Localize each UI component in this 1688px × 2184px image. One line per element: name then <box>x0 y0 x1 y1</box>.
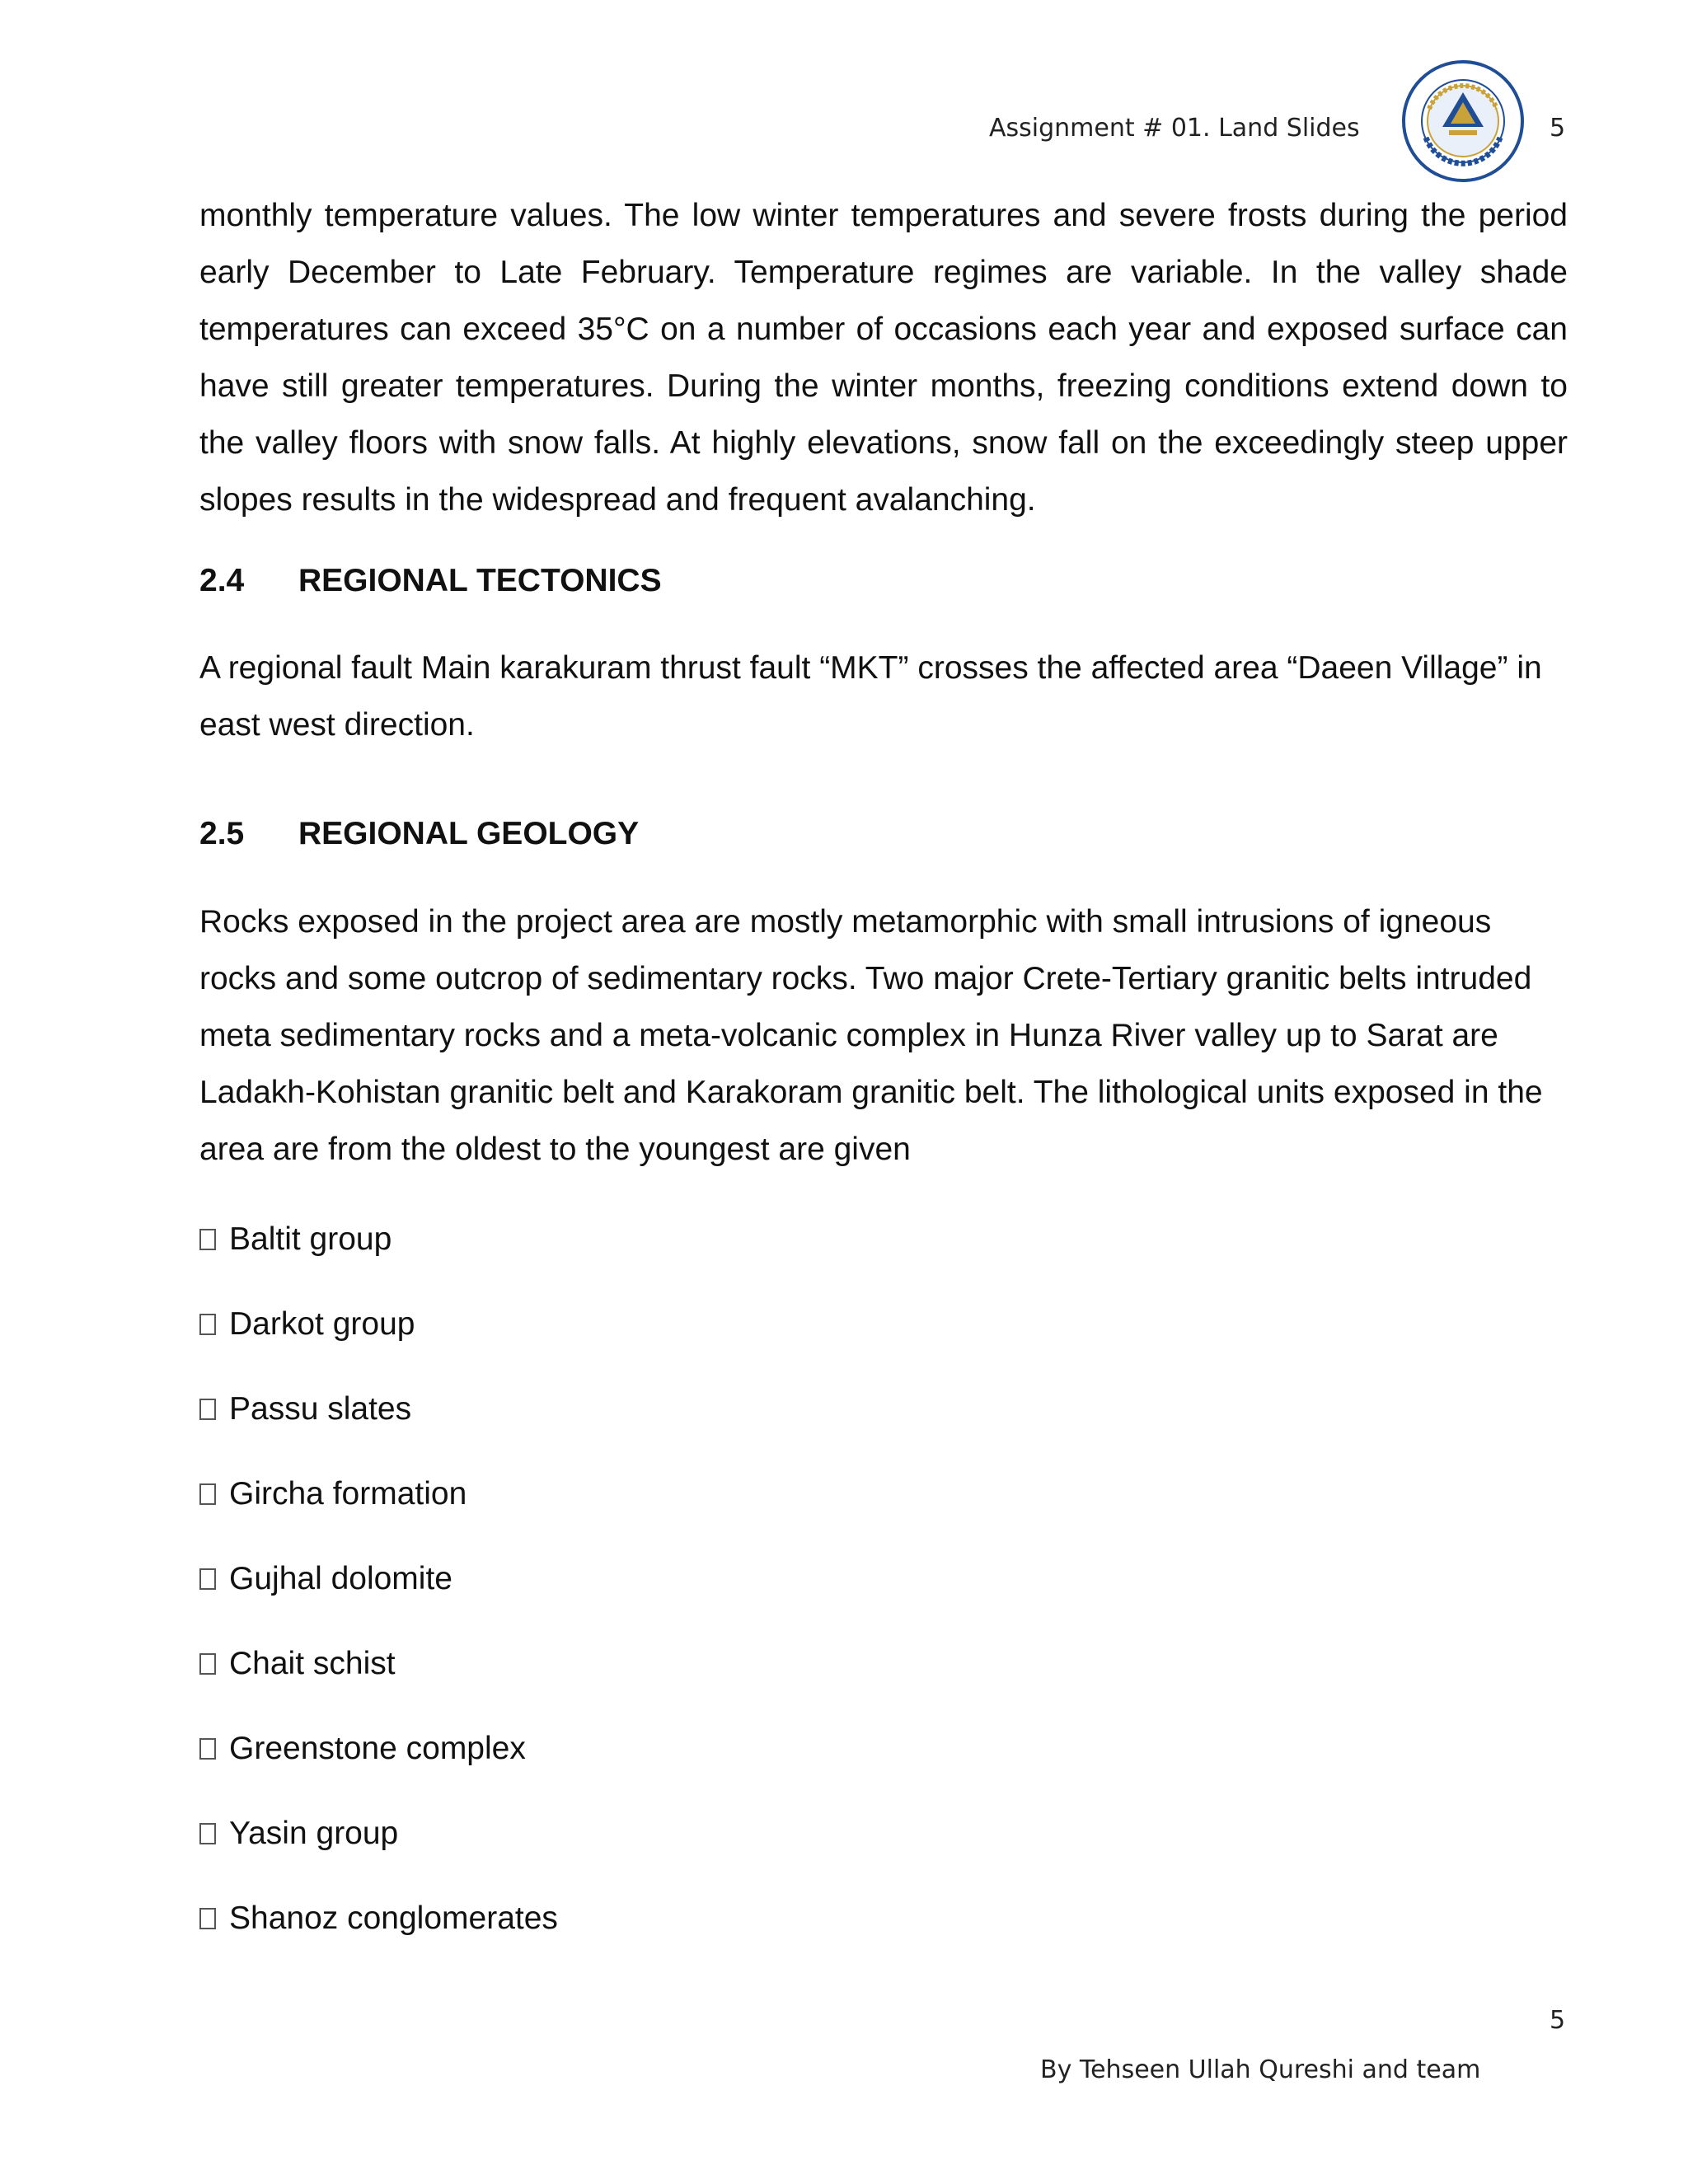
header-page-number: 5 <box>1550 114 1566 143</box>
section-number: 2.5 <box>199 816 245 851</box>
bullet-box-icon <box>199 1653 216 1675</box>
bullet-box-icon <box>199 1483 216 1505</box>
list-item <box>199 1300 558 1385</box>
list-item-label: Yasin group <box>229 1816 399 1851</box>
list-item <box>199 1385 558 1469</box>
university-logo <box>1401 59 1525 183</box>
list-item-label: Gircha formation <box>229 1476 467 1511</box>
section-title: REGIONAL GEOLOGY <box>298 816 640 851</box>
section-heading-geology <box>199 816 639 852</box>
section-number: 2.4 <box>199 563 245 598</box>
list-item-label: Baltit group <box>229 1221 392 1257</box>
list-item-label: Darkot group <box>229 1306 415 1342</box>
footer-credit: By Tehseen Ullah Qureshi and team <box>1040 2055 1481 2084</box>
list-item <box>199 1724 558 1809</box>
list-item-label: Greenstone complex <box>229 1731 526 1766</box>
section-heading-tectonics <box>199 563 662 599</box>
list-item <box>199 1554 558 1639</box>
list-item-label: Chait schist <box>229 1646 396 1681</box>
bullet-box-icon <box>199 1908 216 1929</box>
list-item-label: Shanoz conglomerates <box>229 1900 558 1936</box>
footer-page-number: 5 <box>1550 2006 1566 2035</box>
header-title: Assignment # 01. Land Slides <box>989 114 1360 143</box>
section-title: REGIONAL TECTONICS <box>298 563 662 598</box>
intro-paragraph: monthly temperature values. The low winter temperatures and severe frosts during the period early December to Late February. Temperature regimes are variable. In the valley shade temperatures can exceed 35°C on a number of occasions each year and exposed surface can have still greater temperatures. During the winter months, freezing conditions extend down to the valley floors with snow falls. At highly elevations, snow fall on the exceedingly steep upper slopes results in the widespread and frequent avalanching. <box>199 198 1568 518</box>
list-item <box>199 1894 558 1979</box>
geology-paragraph: Rocks exposed in the project area are mostly metamorphic with small intrusions of igneous rocks and some outcrop of sedimentary rocks. Two major Crete-Tertiary granitic belts intruded meta sedimentary rocks and a meta-volcanic complex in Hunza River valley up to Sarat are Ladakh-Kohistan granitic belt and Karakoram granitic belt. The lithological units exposed in the area are from the oldest to the youngest are given <box>199 904 1543 1167</box>
tectonics-paragraph: A regional fault Main karakuram thrust fault “MKT” crosses the affected area “Daeen Village” in east west direction. <box>199 650 1542 743</box>
bullet-box-icon <box>199 1314 216 1335</box>
list-item <box>199 1215 558 1300</box>
list-item-label: Gujhal dolomite <box>229 1561 452 1596</box>
list-item <box>199 1639 558 1724</box>
bullet-box-icon <box>199 1568 216 1590</box>
list-item <box>199 1469 558 1554</box>
bullet-box-icon <box>199 1229 216 1250</box>
list-item <box>199 1809 558 1894</box>
bullet-box-icon <box>199 1399 216 1420</box>
lithological-units-list <box>199 1215 558 1979</box>
bullet-box-icon <box>199 1738 216 1760</box>
bullet-box-icon <box>199 1823 216 1844</box>
list-item-label: Passu slates <box>229 1391 412 1427</box>
